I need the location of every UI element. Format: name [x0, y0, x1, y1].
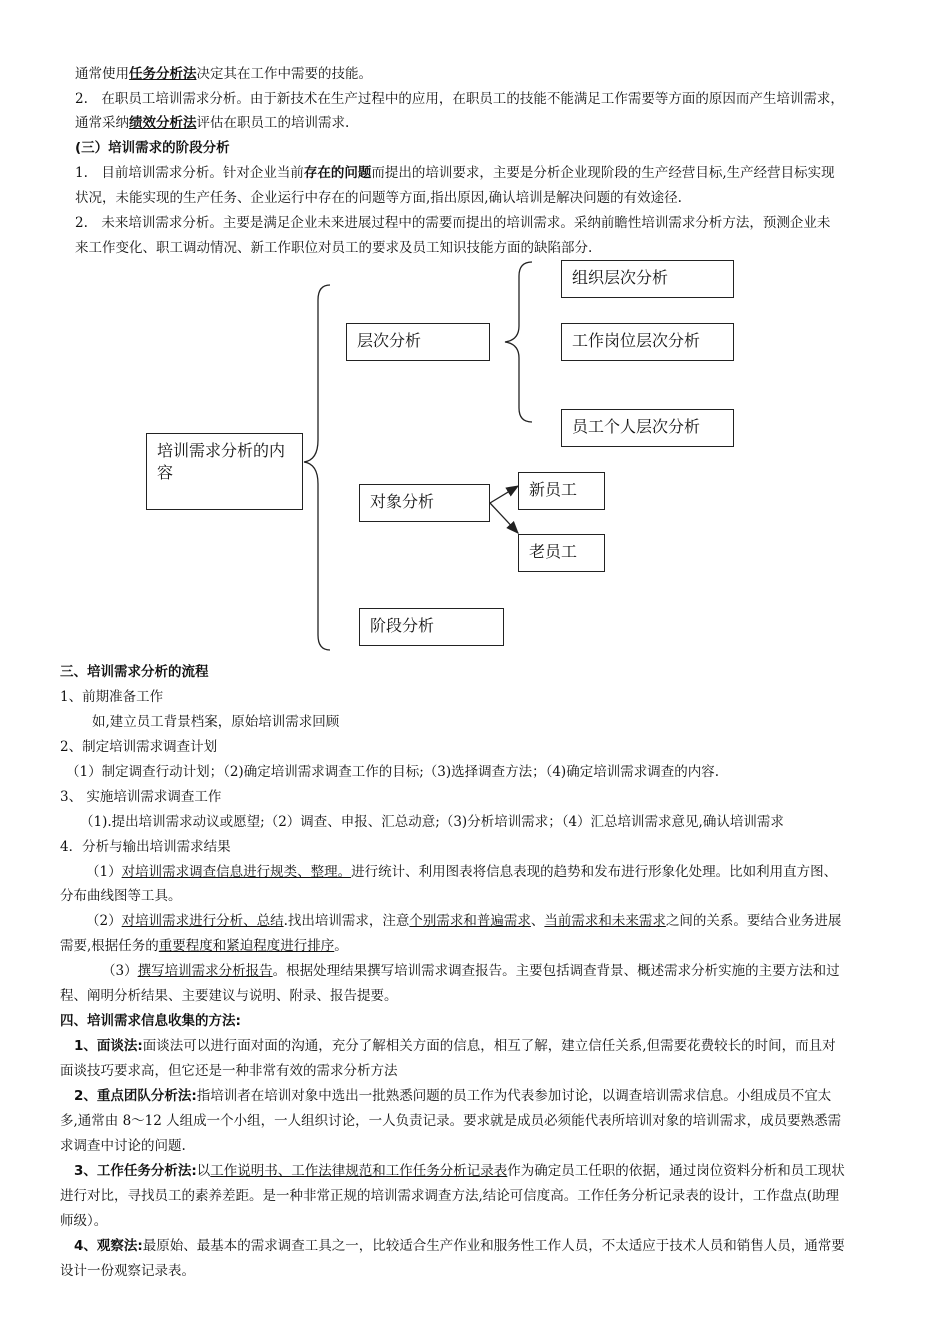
section-heading: 三、培训需求分析的流程 [60, 664, 209, 680]
underlined-phrase: 当前需求和未来需求 [544, 913, 666, 929]
text-span: 面谈法可以进行面对面的沟通，充分了解相关方面的信息，相互了解，建立信任关系,但需要花费较长的时间，而且对 [142, 1038, 836, 1054]
level-analysis-box: 层次分析 [346, 323, 490, 361]
text-line [74, 1237, 845, 1255]
text-line [60, 937, 348, 955]
text-line [86, 912, 841, 930]
method-label: 3、工作任务分析法: [74, 1163, 197, 1179]
text-line [102, 962, 840, 980]
emphasis-term: 任务分析法 [129, 66, 197, 82]
underlined-phrase: 对培训需求调查信息进行规类、整理。 [121, 864, 352, 880]
root-box: 培训需求分析的内容 [146, 433, 303, 510]
text-line: 4．分析与输出培训需求结果 [60, 839, 231, 855]
text-line: 2、制定培训需求调查计划 [60, 739, 218, 755]
text-span: 通常使用 [75, 66, 129, 82]
text-span: 、 [530, 913, 545, 929]
text-span: 评估在职员工的培训需求. [196, 115, 350, 131]
emphasis-term: 存在的问题 [303, 165, 372, 181]
text-line: （1）制定调查行动计划；（2)确定培训需求调查工作的目标;（3)选择调查方法；（4)确定培训需求调查的内容. [66, 764, 719, 780]
org-level-box: 组织层次分析 [561, 260, 734, 298]
text-line [74, 1037, 836, 1055]
text-span: 之间的关系。要结合业务进展 [665, 913, 842, 929]
level-brace [505, 262, 532, 422]
method-label: 1、面谈法: [74, 1038, 143, 1054]
text-line: 如,建立员工背景档案，原始培训需求回顾 [92, 714, 340, 730]
text-line: 3、 实施培训需求调查工作 [60, 789, 222, 805]
method-label: 4、观察法: [74, 1238, 143, 1254]
text-line: 进行对比，寻找员工的素养差距。是一种非常正规的培训需求调查方法,结论可信度高。工作任务分析记录表的设计，工作盘点(助理 [60, 1188, 840, 1204]
text-span: 以 [196, 1163, 211, 1179]
text-span: 。 [334, 938, 348, 954]
text-line: 设计一份观察记录表。 [60, 1263, 195, 1279]
text-span: （1） [86, 864, 122, 880]
text-line [74, 1087, 831, 1105]
text-span: 作为确定员工任职的依据，通过岗位资料分析和员工现状 [507, 1163, 845, 1179]
text-span: 进行统计、利用图表将信息表现的趋势和发布进行形象化处理。比如利用直方图、 [351, 864, 838, 880]
section-heading: (三）培训需求的阶段分析 [75, 140, 230, 156]
underlined-phrase: 对培训需求进行分析、总结 [121, 913, 284, 929]
text-line: 师级）。 [60, 1213, 108, 1229]
new-employee-box: 新员工 [518, 472, 605, 510]
text-span: 最原始、最基本的需求调查工具之一，比较适合生产作业和服务性工作人员，不太适应于技术人员和销售人员，通常要 [142, 1238, 845, 1254]
text-span: 决定其在工作中需要的技能。 [196, 66, 372, 82]
text-line [74, 1162, 845, 1180]
text-line: 面谈技巧要求高，但它还是一种非常有效的需求分析方法 [60, 1063, 398, 1079]
text-line [86, 863, 837, 881]
text-span: 而提出的培训要求，主要是分析企业现阶段的生产经营目标,生产经营目标实现 [371, 165, 835, 181]
section-heading: 四、培训需求信息收集的方法: [60, 1013, 241, 1029]
person-level-box: 员工个人层次分析 [561, 409, 734, 447]
text-line: 求调查中讨论的问题. [60, 1138, 186, 1154]
text-span: （3） [102, 963, 138, 979]
text-span: 通常采纳 [75, 115, 129, 131]
text-line: 2. 未来培训需求分析。主要是满足企业未来进展过程中的需要而提出的培训需求。采纳前瞻性培训需求分析方法，预测企业未 [75, 215, 831, 231]
text-span: （2） [86, 913, 122, 929]
text-line: 来工作变化、职工调动情况、新工作职位对员工的要求及员工知识技能方面的缺陷部分. [75, 240, 593, 256]
method-label: 2、重点团队分析法: [74, 1088, 197, 1104]
text-span: 需要,根据任务的 [60, 938, 159, 954]
job-level-box: 工作岗位层次分析 [561, 323, 734, 361]
main-brace [304, 285, 330, 650]
text-span: 。根据处理结果撰写培训需求调查报告。主要包括调查背景、概述需求分析实施的主要方法和过 [272, 963, 840, 979]
underlined-phrase: 撰写培训需求分析报告 [137, 963, 273, 979]
text-span: 1. 目前培训需求分析。针对企业当前 [75, 165, 304, 181]
arrow-old [490, 503, 518, 533]
arrow-new [490, 486, 518, 503]
text-line: 程、阐明分析结果、主要建议与说明、附录、报告提要。 [60, 988, 398, 1004]
text-line: 多,通常由 8～12 人组成一个小组，一人组织讨论，一人负责记录。要求就是成员必须能代表所培训对象的培训需求，成员要熟悉需 [60, 1113, 842, 1129]
text-line: 2. 在职员工培训需求分析。由于新技术在生产过程中的应用，在职员工的技能不能满足工作需要等方面的原因而产生培训需求， [75, 91, 844, 107]
text-line: 分布曲线图等工具。 [60, 888, 182, 904]
underlined-phrase: 工作说明书、工作法律规范和工作任务分析记录表 [210, 1163, 508, 1179]
text-line: 状况，未能实现的生产任务、企业运行中存在的问题等方面,指出原因,确认培训是解决问题的有效途径. [75, 190, 682, 206]
object-analysis-box: 对象分析 [359, 484, 490, 522]
emphasis-term: 绩效分析法 [129, 115, 197, 131]
underlined-phrase: 个别需求和普遍需求 [409, 913, 531, 929]
stage-analysis-box: 阶段分析 [359, 608, 504, 646]
text-span: .找出培训需求，注意 [283, 913, 410, 929]
underlined-phrase: 重要程度和紧迫程度进行排序 [158, 938, 335, 954]
text-span: 指培训者在培训对象中选出一批熟悉问题的员工作为代表参加讨论，以调查培训需求信息。小组成员不宜太 [196, 1088, 832, 1104]
old-employee-box: 老员工 [518, 534, 605, 572]
text-line: 1、前期准备工作 [60, 689, 164, 705]
text-line: （1).提出培训需求动议或愿望;（2）调查、申报、汇总动意;（3)分析培训需求；（4）汇总培训需求意见,确认培训需求 [80, 814, 784, 830]
